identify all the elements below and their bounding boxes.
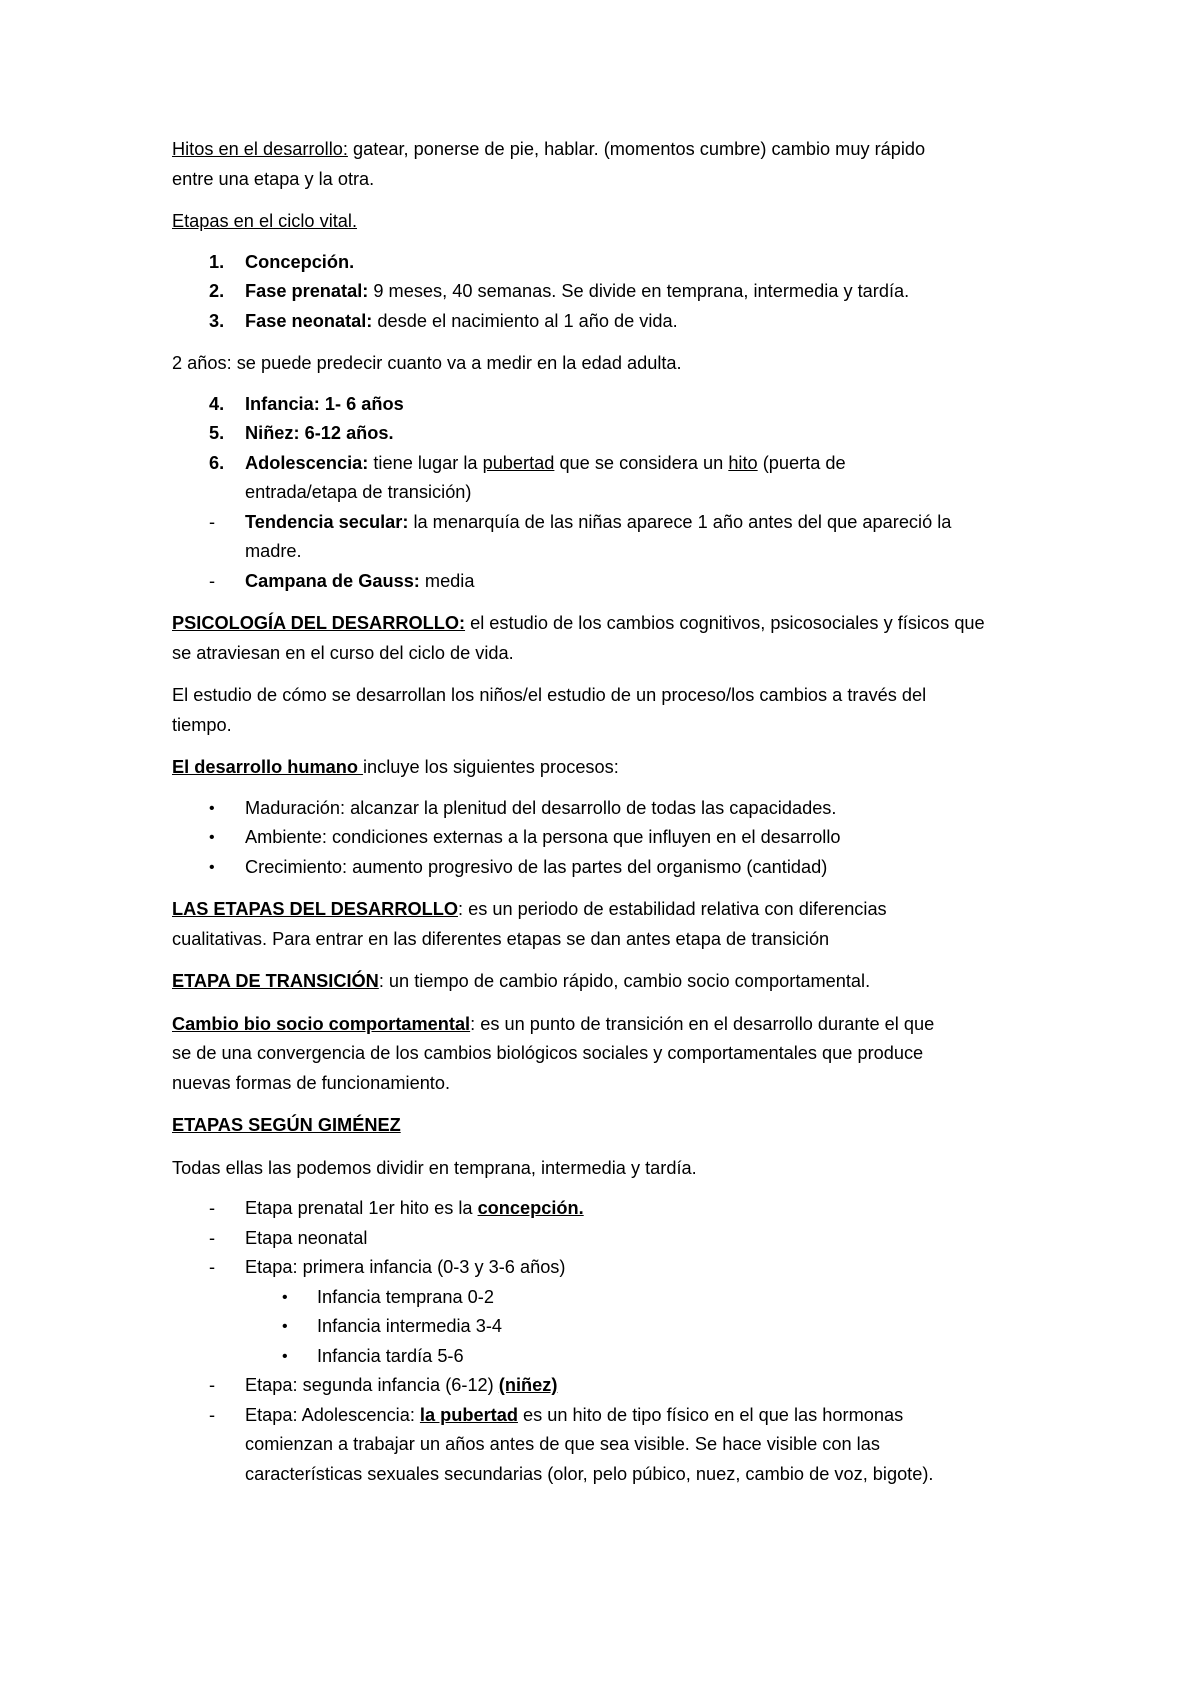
paragraph-transicion: ETAPA DE TRANSICIÓN: un tiempo de cambio rápido, cambio socio comportamental.: [172, 971, 871, 991]
heading-hitos: Hitos en el desarrollo:: [172, 139, 348, 159]
paragraph-hitos: Hitos en el desarrollo: gatear, ponerse de pie, hablar. (momentos cumbre) cambio muy rápido entre una etapa y la otra.: [172, 139, 926, 189]
heading-desarrollo-humano: El desarrollo humano: [172, 757, 364, 777]
heading-psicologia: PSICOLOGÍA DEL DESARROLLO:: [172, 613, 466, 633]
list-item: • Maduración: alcanzar la plenitud del desarrollo de todas las capacidades.: [209, 797, 837, 818]
paragraph-gimenez-intro: Todas ellas las podemos dividir en temprana, intermedia y tardía.: [172, 1157, 697, 1178]
numbered-list-etapas-cont: [172, 390, 1052, 597]
heading-cambio: Cambio bio socio comportamental: [172, 1013, 471, 1034]
paragraph-desarrollo-humano: El desarrollo humano incluye los siguientes procesos:: [172, 757, 619, 777]
list-item: • Crecimiento: aumento progresivo de las partes del organismo (cantidad): [209, 856, 828, 877]
list-item: - Etapa prenatal 1er hito es la concepción.: [209, 1198, 584, 1218]
list-item: 2. Fase prenatal: 9 meses, 40 semanas. Se divide en temprana, intermedia y tardía.: [209, 281, 910, 301]
list-item: • Ambiente: condiciones externas a la persona que influyen en el desarrollo: [209, 827, 841, 847]
paragraph-dos-anos: 2 años: se puede predecir cuanto va a medir en la edad adulta.: [172, 353, 682, 373]
list-item: 1. Concepción.: [209, 251, 355, 272]
heading-transicion: ETAPA DE TRANSICIÓN: [172, 971, 379, 991]
heading-gimenez: ETAPAS SEGÚN GIMÉNEZ: [172, 1115, 401, 1135]
list-item: • Infancia temprana 0-2: [282, 1286, 494, 1307]
bullet-list-procesos: [172, 794, 1052, 883]
list-item: - Etapa: segunda infancia (6-12) (niñez): [209, 1375, 558, 1395]
list-item: 5. Niñez: 6-12 años.: [209, 423, 394, 443]
paragraph-psicologia: PSICOLOGÍA DEL DESARROLLO: el estudio de los cambios cognitivos, psicosociales y físicos que se atraviesan en el curso del ciclo de vida.: [172, 613, 985, 663]
list-item: 4. Infancia: 1- 6 años: [209, 393, 404, 414]
list-item: - Etapa neonatal: [209, 1227, 368, 1248]
heading-etapas-desarrollo: LAS ETAPAS DEL DESARROLLO: [172, 899, 458, 919]
dash-list-gimenez-cont: [172, 1371, 1052, 1489]
list-item: • Infancia tardía 5-6: [282, 1345, 464, 1366]
list-item: - Campana de Gauss: media: [209, 570, 475, 591]
list-item: • Infancia intermedia 3-4: [282, 1316, 503, 1336]
paragraph-etapas-desarrollo: LAS ETAPAS DEL DESARROLLO: es un periodo de estabilidad relativa con diferencias cualitativas. Para entrar en las diferentes etapas se dan antes etapa de transición: [172, 899, 887, 949]
list-item: 3. Fase neonatal: desde el nacimiento al 1 año de vida.: [209, 310, 678, 331]
paragraph-estudio: El estudio de cómo se desarrollan los niños/el estudio de un proceso/los cambios a través del tiempo.: [172, 685, 927, 735]
list-item: - Etapa: primera infancia (0-3 y 3-6 años): [209, 1257, 566, 1277]
document-page: [172, 135, 1052, 1489]
list-item: 6. Adolescencia: tiene lugar la pubertad que se considera un hito (puerta de entrada/etapa de transición): [209, 452, 846, 502]
heading-etapas-ciclo: Etapas en el ciclo vital.: [172, 211, 358, 231]
paragraph-cambio: Cambio bio socio comportamental: es un punto de transición en el desarrollo durante el que se de una convergencia de los cambios biológicos sociales y comportamentales que produce nuevas formas de funcionamiento.: [172, 1013, 935, 1093]
dash-list-gimenez: [172, 1194, 1052, 1283]
bullet-sublist-infancia: [172, 1283, 1052, 1372]
list-item: - Tendencia secular: la menarquía de las niñas aparece 1 año antes del que apareció la madre.: [209, 511, 952, 561]
numbered-list-etapas: [172, 248, 1052, 337]
list-item: - Etapa: Adolescencia: la pubertad es un hito de tipo físico en el que las hormonas comienzan a trabajar un años antes de que sea visible. Se hace visible con las características sexuales secundarias (olor, pelo púbico, nuez, cambio de voz, bigote).: [209, 1404, 934, 1484]
